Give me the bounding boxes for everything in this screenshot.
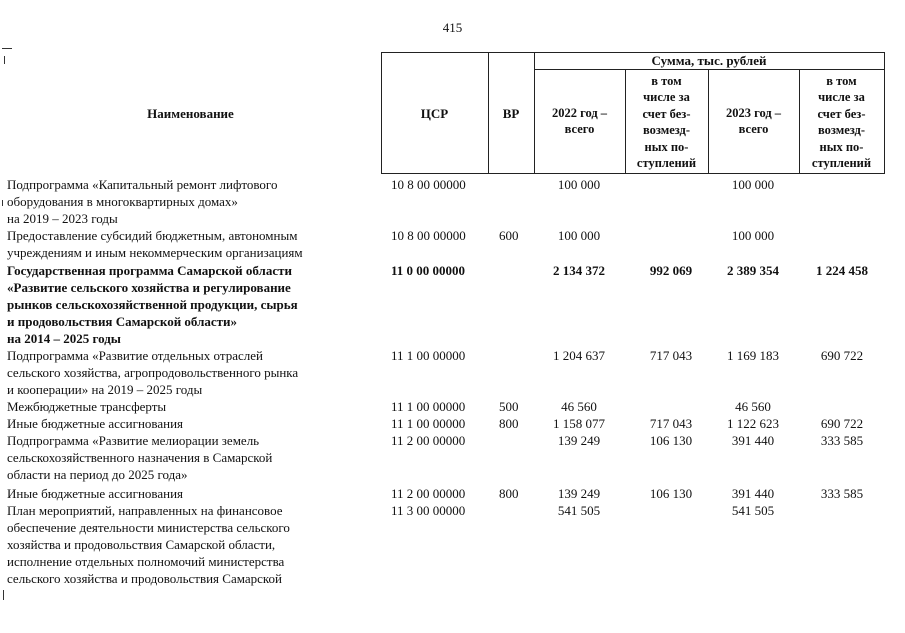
- header-2023-total: 2023 год – всего: [725, 105, 782, 136]
- row-vr: 800: [499, 416, 519, 431]
- row-csr: 11 2 00 00000: [391, 486, 466, 501]
- row-2022-total: 139 249: [557, 486, 601, 501]
- header-csr: ЦСР: [420, 106, 449, 121]
- row-name: Подпрограмма «Капитальный ремонт лифтового оборудования в многоквартирных домах» на 2019 – 2023 годы: [7, 177, 278, 226]
- row-name: План мероприятий, направленных на финансовое обеспечение деятельности министерства сельского хозяйства и продовольствия Самарской области, исполнение отдельных полномочий министерства сельского хозяйства и продовольствия Самарской: [7, 503, 290, 586]
- scan-mark: [4, 56, 5, 64]
- row-csr: 11 1 00 00000: [391, 348, 466, 363]
- row-2022-free: 717 043: [649, 348, 693, 363]
- row-2023-total: 100 000: [731, 228, 775, 243]
- row-name: Подпрограмма «Развитие отдельных отраслей сельского хозяйства, агропродовольственного рынка и кооперации» на 2019 – 2025 годы: [7, 348, 299, 397]
- row-name: Иные бюджетные ассигнования: [7, 416, 184, 431]
- scan-mark: [2, 48, 12, 49]
- header-border: [884, 52, 885, 174]
- row-2023-total: 1 169 183: [727, 348, 779, 363]
- header-2023-free: в том числе за счет без- возмезд- ных по- ступлений: [811, 73, 872, 170]
- row-2022-total: 541 505: [557, 503, 601, 518]
- row-csr: 11 2 00 00000: [391, 433, 466, 448]
- row-2023-free: 1 224 458: [816, 263, 868, 278]
- row-2023-total: 391 440: [731, 486, 775, 501]
- header-name: Наименование: [147, 106, 234, 121]
- row-2023-free: 333 585: [820, 486, 864, 501]
- row-2022-free: 106 130: [649, 433, 693, 448]
- row-vr: 500: [499, 399, 519, 414]
- row-2023-total: 391 440: [731, 433, 775, 448]
- row-vr: 600: [499, 228, 519, 243]
- row-2022-free: 717 043: [649, 416, 693, 431]
- row-vr: 800: [499, 486, 519, 501]
- row-2023-total: 1 122 623: [727, 416, 779, 431]
- row-2022-total: 46 560: [561, 399, 597, 414]
- row-2023-free: 333 585: [820, 433, 864, 448]
- row-2022-free: 992 069: [649, 263, 693, 278]
- row-csr: 11 3 00 00000: [391, 503, 466, 518]
- row-csr: 11 1 00 00000: [391, 416, 466, 431]
- row-csr: 10 8 00 00000: [391, 228, 466, 243]
- row-2022-total: 1 204 637: [553, 348, 605, 363]
- row-2023-total: 46 560: [735, 399, 771, 414]
- header-vr: ВР: [502, 106, 520, 121]
- scan-mark: [3, 590, 4, 600]
- row-csr: 11 0 00 00000: [391, 263, 466, 278]
- row-2023-free: 690 722: [820, 348, 864, 363]
- row-2023-total: 100 000: [731, 177, 775, 192]
- page-number: 415: [442, 20, 463, 35]
- row-csr: 10 8 00 00000: [391, 177, 466, 192]
- row-name: Предоставление субсидий бюджетным, автономным учреждениям и иным некоммерческим организациям: [7, 228, 303, 260]
- row-2022-total: 139 249: [557, 433, 601, 448]
- header-sum: Сумма, тыс. рублей: [651, 52, 767, 68]
- row-2022-total: 100 000: [557, 228, 601, 243]
- row-2023-total: 2 389 354: [727, 263, 779, 278]
- row-csr: 11 1 00 00000: [391, 399, 466, 414]
- row-2022-total: 1 158 077: [553, 416, 605, 431]
- header-2022-total: 2022 год – всего: [551, 105, 608, 136]
- row-2023-free: 690 722: [820, 416, 864, 431]
- header-2022-free: в том числе за счет без- возмезд- ных по- ступлений: [636, 73, 697, 170]
- row-2022-free: 106 130: [649, 486, 693, 501]
- row-name: Подпрограмма «Развитие мелиорации земель сельскохозяйственного назначения в Самарской области на период до 2025 года»: [7, 433, 273, 482]
- scan-mark: [2, 200, 3, 206]
- row-name: Иные бюджетные ассигнования: [7, 486, 184, 501]
- row-2022-total: 100 000: [557, 177, 601, 192]
- row-name: Межбюджетные трансферты: [7, 399, 167, 414]
- row-2023-total: 541 505: [731, 503, 775, 518]
- row-2022-total: 2 134 372: [553, 263, 605, 278]
- row-name: Государственная программа Самарской области «Развитие сельского хозяйства и регулирование рынков сельскохозяйственной продукции, сырья и продовольствия Самарской области» на 2014 – 2025 годы: [7, 263, 298, 346]
